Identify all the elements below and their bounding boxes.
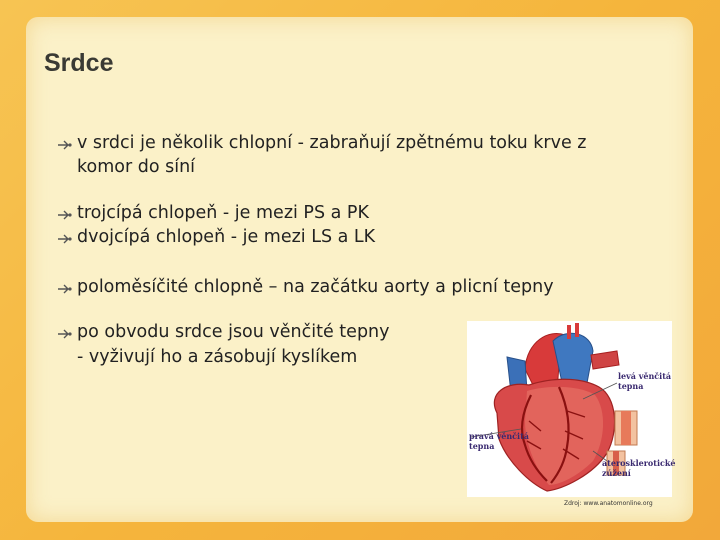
label-right-coronary-line1: pravá věnčitá <box>469 431 529 441</box>
arrow-bullet-icon <box>57 209 73 224</box>
label-atherosclerotic <box>602 458 675 478</box>
bullet-text: v srdci je několik chlopní - zabraňují zpětnému toku krve z <box>77 133 587 153</box>
label-left-coronary-line1: levá věnčitá <box>618 371 672 381</box>
label-right-coronary-line2: tepna <box>469 441 495 451</box>
label-atherosclerotic-line1: aterosklerotické <box>602 458 676 468</box>
bullet-text-continuation: - vyživují ho a zásobují kyslíkem <box>77 347 358 367</box>
label-left-coronary <box>618 371 671 391</box>
arrow-bullet-icon <box>57 233 73 248</box>
slide-title: Srdce <box>44 49 114 77</box>
bullet-text-continuation: komor do síní <box>77 157 196 177</box>
arrow-bullet-icon <box>57 283 73 298</box>
arrow-bullet-icon <box>57 139 73 154</box>
label-right-coronary <box>469 431 529 451</box>
image-source-credit: Zdroj: www.anatomonline.org <box>564 500 653 507</box>
heart-illustration <box>467 321 676 497</box>
bullet-text: dvojcípá chlopeň - je mezi LS a LK <box>77 227 376 247</box>
label-atherosclerotic-line2: zúžení <box>602 468 631 478</box>
label-left-coronary-line2: tepna <box>618 381 644 391</box>
bullet-text: trojcípá chlopeň - je mezi PS a PK <box>77 203 369 223</box>
bullet-text: poloměsíčité chlopně – na začátku aorty a plicní tepny <box>77 277 554 297</box>
bullet-text: po obvodu srdce jsou věnčité tepny <box>77 322 390 342</box>
arrow-bullet-icon <box>57 328 73 343</box>
